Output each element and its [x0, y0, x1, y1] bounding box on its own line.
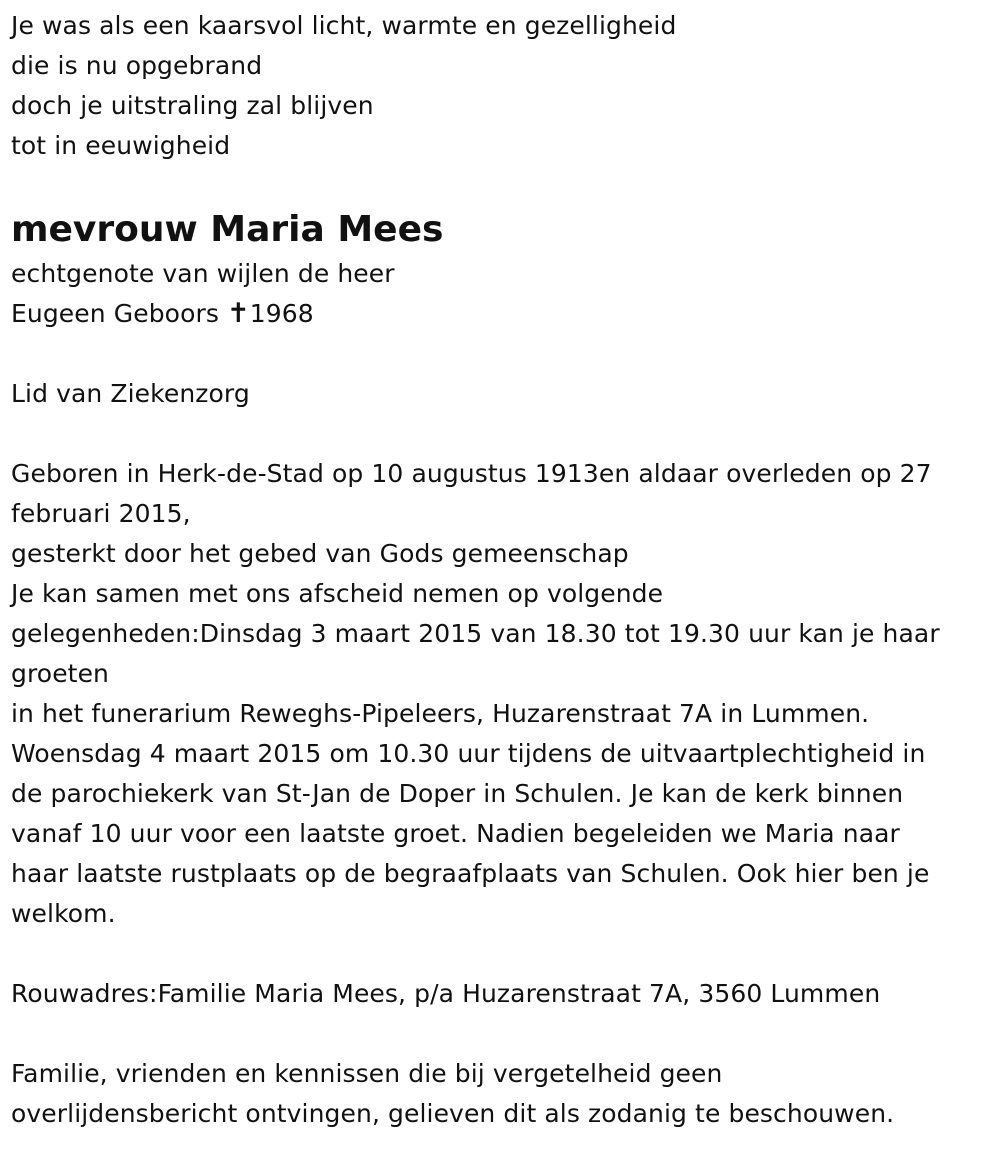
spacer [11, 934, 991, 974]
text-line: overlijdensbericht ontvingen, gelieven dit als zodanig te beschouwen. [11, 1099, 895, 1128]
poem-line: Je was als een kaarsvol licht, warmte en gezelligheid [11, 11, 677, 40]
mourning-address: Rouwadres:Familie Maria Mees, p/a Huzarenstraat 7A, 3560 Lummen [11, 979, 881, 1008]
text-line: Woensdag 4 maart 2015 om 10.30 uur tijdens de uitvaartplechtigheid in [11, 739, 926, 768]
poem-line: die is nu opgebrand [11, 51, 263, 80]
text-line: Familie, vrienden en kennissen die bij vergetelheid geen [11, 1059, 723, 1088]
text-line: groeten [11, 659, 110, 688]
funeral-section [11, 734, 991, 934]
spacer [11, 166, 991, 206]
poem-line: doch je uitstraling zal blijven [11, 91, 374, 120]
spacer [11, 414, 991, 454]
text-line: welkom. [11, 899, 116, 928]
birth-death-section [11, 454, 991, 734]
text-line: vanaf 10 uur voor een laatste groet. Nadien begeleiden we Maria naar [11, 819, 900, 848]
spouse-intro: echtgenote van wijlen de heer [11, 259, 395, 288]
cross-icon: ✝ [227, 298, 250, 329]
text-line: in het funerarium Reweghs-Pipeleers, Huzarenstraat 7A in Lummen. [11, 699, 870, 728]
spacer [11, 1014, 991, 1054]
spouse-death-year: 1968 [249, 299, 314, 328]
text-line: haar laatste rustplaats op de begraafplaats van Schulen. Ook hier ben je [11, 859, 930, 888]
text-line: gesterkt door het gebed van Gods gemeenschap [11, 539, 629, 568]
membership: Lid van Ziekenzorg [11, 379, 250, 408]
text-line: februari 2015, [11, 499, 191, 528]
text-line: de parochiekerk van St-Jan de Doper in Schulen. Je kan de kerk binnen [11, 779, 904, 808]
spouse-name: Eugeen Geboors [11, 299, 219, 328]
text-line: Geboren in Herk-de-Stad op 10 augustus 1913en aldaar overleden op 27 [11, 459, 932, 488]
spouse-line [11, 294, 991, 334]
obituary-notice [11, 6, 991, 1134]
spacer [11, 334, 991, 374]
text-line: Je kan samen met ons afscheid nemen op volgende [11, 579, 664, 608]
closing-note [11, 1054, 991, 1134]
deceased-name: mevrouw Maria Mees [11, 209, 444, 250]
text-line: gelegenheden:Dinsdag 3 maart 2015 van 18.30 tot 19.30 uur kan je haar [11, 619, 940, 648]
poem-line: tot in eeuwigheid [11, 131, 231, 160]
poem [11, 6, 991, 166]
